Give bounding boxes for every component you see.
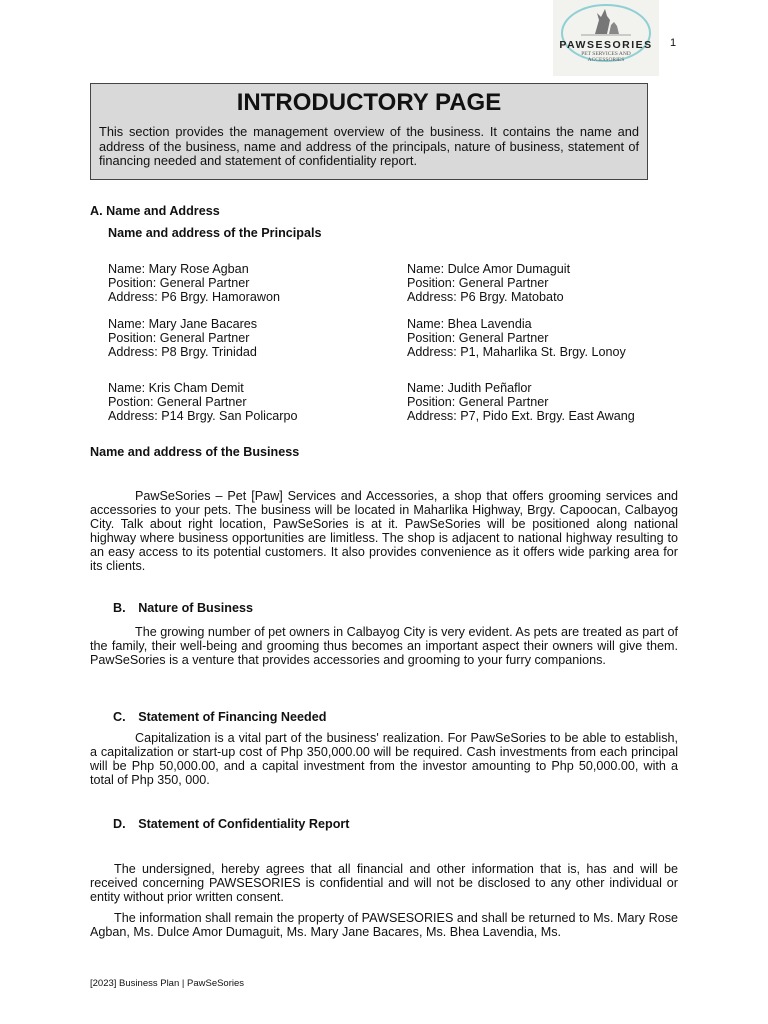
principal-address: Address: P7, Pido Ext. Brgy. East Awang bbox=[407, 409, 635, 423]
principal-address: Address: P6 Brgy. Hamorawon bbox=[108, 290, 280, 304]
principal-card bbox=[108, 262, 280, 304]
section-c-heading: C. Statement of Financing Needed bbox=[113, 710, 327, 724]
principal-position: Postion: General Partner bbox=[108, 395, 247, 409]
principal-address: Address: P1, Maharlika St. Brgy. Lonoy bbox=[407, 345, 626, 359]
business-paragraph: PawSeSories – Pet [Paw] Services and Accessories, a shop that offers grooming services and accessories to your pets. The business will be located in Maharlika Highway, Brgy. Capoocan, Calbayog City. Talk about right location, PawSeSories is at it. PawSeSories will be positioned along national highway where business opportunities are limitless. The shop is adjacent to national highway resulting to an easy access to its potential customers. It also provides convenience as it offers wide parking area for its clients. bbox=[90, 489, 678, 573]
principal-position: Position: General Partner bbox=[407, 331, 549, 345]
principal-card bbox=[108, 381, 297, 423]
financing-paragraph: Capitalization is a vital part of the business' realization. For PawSeSories to be able to establish, a capitalization or start-up cost of Php 350,000.00 will be required. Cash investments from each principal will be Php 50,000.00, and a capital investment from the investor amounting to Php 50,000.00, with a total of Php 350, 000. bbox=[90, 731, 678, 787]
business-heading: Name and address of the Business bbox=[90, 445, 300, 459]
intro-box bbox=[90, 83, 648, 180]
confidentiality-paragraph: The undersigned, hereby agrees that all financial and other information that is, has and will be received concerning PAWSESORIES is confidential and will not be disclosed to any other individual or entity without prior written consent. bbox=[90, 862, 678, 904]
confidentiality-paragraph: The information shall remain the property of PAWSESORIES and shall be returned to Ms. Mary Rose Agban, Ms. Dulce Amor Dumaguit, Ms. Mary Jane Bacares, Ms. Bhea Lavendia, Ms. bbox=[90, 911, 678, 939]
principal-card bbox=[407, 262, 570, 304]
principal-address: Address: P14 Brgy. San Policarpo bbox=[108, 409, 298, 423]
page-footer: [2023] Business Plan | PawSeSories bbox=[90, 978, 245, 989]
nature-of-business-paragraph: The growing number of pet owners in Calbayog City is very evident. As pets are treated as part of the family, their well-being and grooming thus becomes an important aspect their owners will give them. PawSeSories is a venture that provides accessories and grooming to your furry companions. bbox=[90, 625, 678, 667]
page-title: INTRODUCTORY PAGE bbox=[236, 89, 502, 116]
principal-card bbox=[407, 381, 635, 423]
principal-position: Position: General Partner bbox=[108, 331, 250, 345]
page-number: 1 bbox=[670, 37, 677, 49]
principal-name: Name: Mary Jane Bacares bbox=[108, 317, 258, 331]
principal-position: Position: General Partner bbox=[407, 276, 549, 290]
principal-position: Position: General Partner bbox=[108, 276, 250, 290]
section-a-heading: A. Name and Address bbox=[90, 204, 220, 218]
principal-name: Name: Dulce Amor Dumaguit bbox=[407, 262, 571, 276]
principal-position: Position: General Partner bbox=[407, 395, 549, 409]
principal-name: Name: Mary Rose Agban bbox=[108, 262, 249, 276]
section-d-heading: D. Statement of Confidentiality Report bbox=[113, 817, 350, 831]
principal-name: Name: Judith Peñaflor bbox=[407, 381, 532, 395]
principal-card bbox=[407, 317, 626, 359]
section-b-heading: B. Nature of Business bbox=[113, 601, 253, 615]
principals-heading: Name and address of the Principals bbox=[108, 226, 322, 240]
logo-name: PAWSESORIES bbox=[559, 39, 653, 51]
principal-address: Address: P6 Brgy. Matobato bbox=[407, 290, 564, 304]
intro-text: This section provides the management overview of the business. It contains the name and address of the business, name and address of the principals, nature of business, statement of financing needed and statement of confidentiality report. bbox=[99, 124, 639, 168]
principal-address: Address: P8 Brgy. Trinidad bbox=[108, 345, 257, 359]
company-logo bbox=[553, 0, 659, 76]
principal-card bbox=[108, 317, 257, 359]
principal-name: Name: Bhea Lavendia bbox=[407, 317, 532, 331]
principal-name: Name: Kris Cham Demit bbox=[108, 381, 244, 395]
logo-tagline: PET SERVICES AND ACCESSORIES bbox=[581, 51, 631, 63]
